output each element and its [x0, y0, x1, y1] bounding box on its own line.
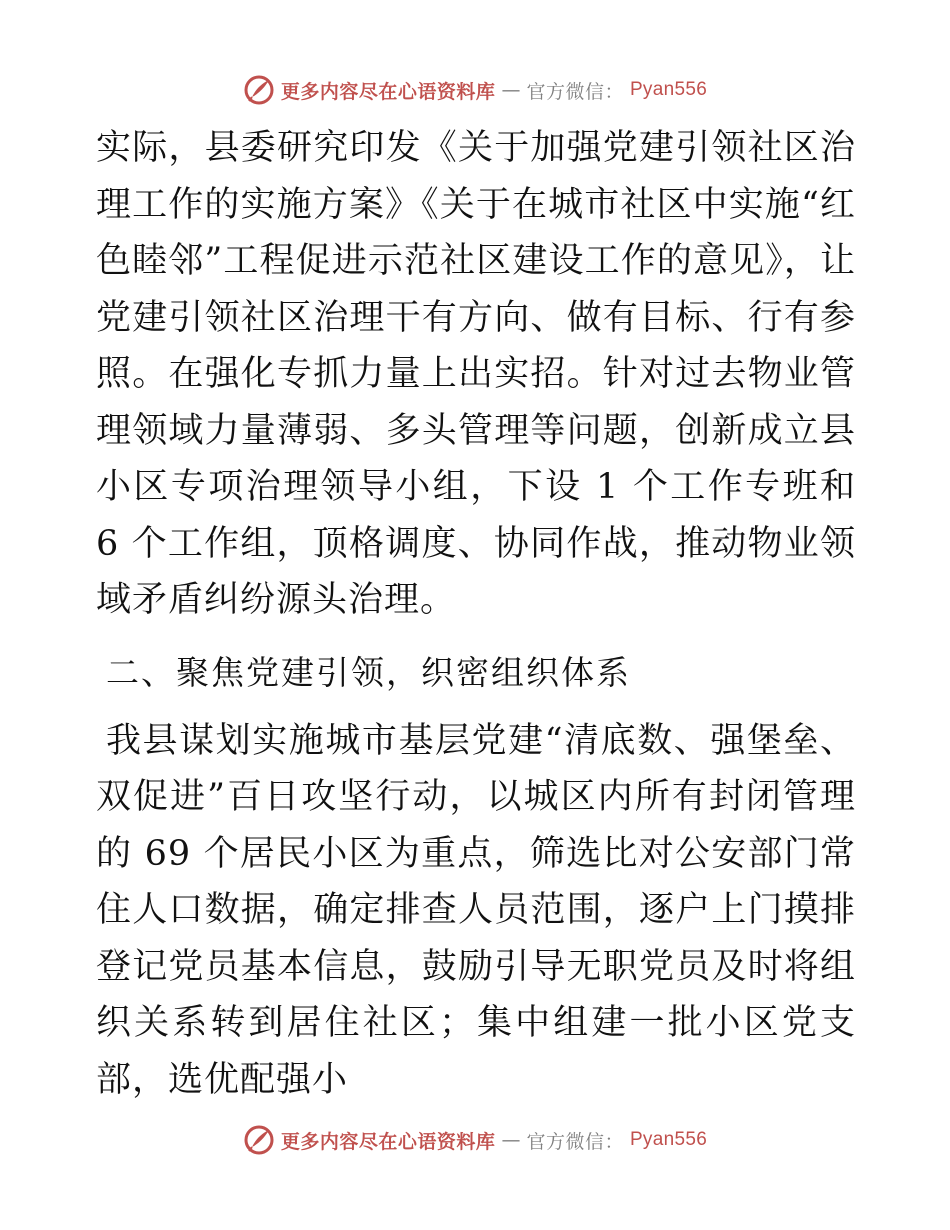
- watermark-site-name: 更多内容尽在心语资料库: [280, 80, 496, 103]
- footer-watermark: [0, 1120, 950, 1160]
- watermark-wechat-id: Pyan556: [629, 1129, 708, 1150]
- watermark-site-name: 更多内容尽在心语资料库: [280, 1130, 496, 1153]
- body-paragraph: 我县谋划实施城市基层党建“清底数、强堡垒、双促进”百日攻坚行动，以城区内所有封闭管理的 69 个居民小区为重点，筛选比对公安部门常住人口数据，确定排查人员范围，逐户上门摸排登记党员基本信息，鼓励引导无职党员及时将组织关系转到居住社区；集中组建一批小区党支部，选优配强小: [96, 720, 856, 1100]
- watermark-separator: —: [501, 1129, 521, 1151]
- watermark-wechat-id: Pyan556: [629, 79, 708, 100]
- watermark-separator: —: [501, 79, 521, 101]
- header-watermark: [0, 70, 950, 110]
- body-paragraph: 实际，县委研究印发《关于加强党建引领社区治理工作的实施方案》《关于在城市社区中实施“红色睦邻”工程促进示范社区建设工作的意见》，让党建引领社区治理干有方向、做有目标、行有参照。在强化专抓力量上出实招。针对过去物业管理领域力量薄弱、多头管理等问题，创新成立县小区专项治理领导小组，下设 1 个工作专班和 6 个工作组，顶格调度、协同作战，推动物业领域矛盾纠纷源头治理。: [96, 128, 856, 620]
- quill-logo-icon: [243, 74, 275, 106]
- section-heading: 二、聚焦党建引领，织密组织体系: [106, 652, 631, 692]
- watermark-official-label: 官方微信：: [526, 80, 624, 103]
- quill-logo-icon: [243, 1124, 275, 1156]
- document-body: [96, 120, 856, 1108]
- watermark-official-label: 官方微信：: [526, 1130, 624, 1153]
